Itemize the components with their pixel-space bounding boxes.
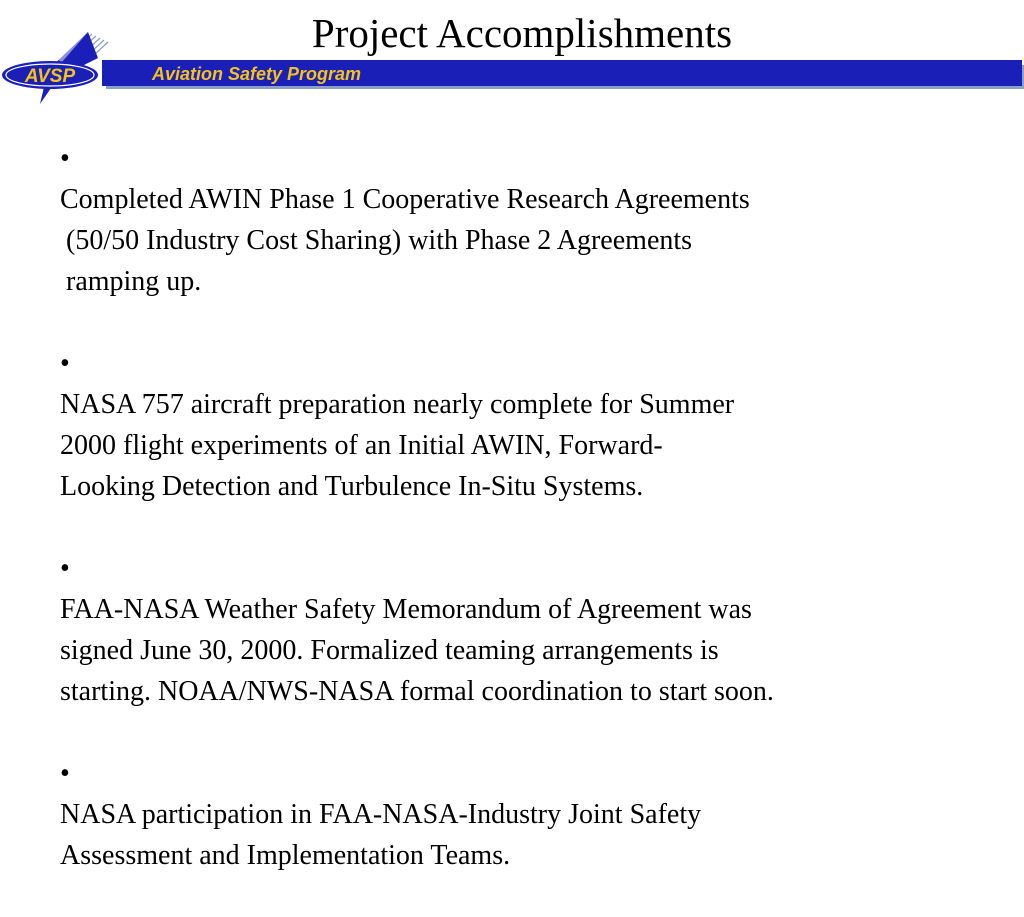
program-name: Aviation Safety Program — [152, 64, 362, 84]
slide-title: Project Accomplishments — [311, 10, 733, 56]
bullet-icon: • — [60, 758, 70, 789]
bullet-icon: • — [60, 143, 70, 174]
list-item: • Completed AWIN Phase 1 Cooperative Research Agreements (50/50 Industry Cost Sharing) with Phase 2 Agreements ramping up. — [60, 138, 1000, 302]
list-item: • NASA participation in FAA-NASA-Industry Joint Safety Assessment and Implementation Teams. — [60, 753, 1000, 876]
bullet-icon: • — [60, 553, 70, 584]
avsp-logo — [0, 30, 115, 106]
list-item: • NASA 757 aircraft preparation nearly complete for Summer 2000 flight experiments of an Initial AWIN, Forward- Looking Detection and Turbulence In-Situ Systems. — [60, 343, 1000, 507]
logo-text: AVSP — [24, 66, 76, 87]
list-item: • FAA-NASA Weather Safety Memorandum of Agreement was signed June 30, 2000. Formalized teaming arrangements is starting. NOAA/NWS-NASA formal coordination to start soon. — [60, 548, 1000, 712]
accomplishment-list — [60, 138, 1000, 917]
bullet-icon: • — [60, 348, 70, 379]
